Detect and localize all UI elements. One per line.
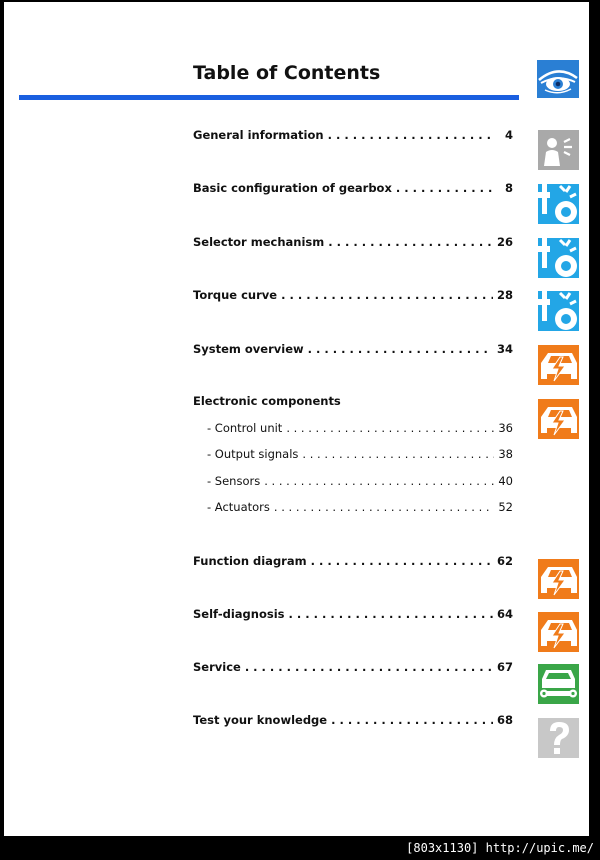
toc-entry-page: 67 [496, 660, 513, 674]
toc-entry-page: 52 [498, 500, 513, 514]
document-page [4, 2, 589, 836]
toc-entry-page: 28 [496, 288, 513, 302]
toc-entry-page: 38 [498, 447, 513, 461]
car-lightning-icon [538, 612, 579, 652]
leader-dots [286, 421, 494, 435]
toc-entry-label: Torque curve [193, 288, 278, 302]
leader-dots [328, 235, 493, 249]
toc-entry-function-diagram[interactable] [193, 554, 513, 568]
leader-dots [288, 607, 493, 621]
title-rule [19, 95, 519, 100]
footer-tag: [803x1130] http://upic.me/ [406, 841, 594, 855]
toc-entry-label: General information [193, 128, 324, 142]
leader-dots [311, 554, 493, 568]
leader-dots [274, 500, 494, 514]
toc-entry-label: Test your knowledge [193, 713, 328, 727]
leader-dots [245, 660, 493, 674]
toc-subentry-sensors[interactable] [207, 474, 513, 488]
gear-icon [538, 184, 579, 224]
toc-entry-label: Self-diagnosis [193, 607, 285, 621]
toc-entry-page: 26 [496, 235, 513, 249]
page-title: Table of Contents [193, 62, 381, 84]
toc-entry-label: - Control unit [207, 421, 283, 435]
toc-entry-label: Basic configuration of gearbox [193, 181, 392, 195]
leader-dots [308, 342, 493, 356]
leader-dots [302, 447, 494, 461]
toc-entry-page: 34 [496, 342, 513, 356]
toc-entry-label: Service [193, 660, 241, 674]
toc-subentry-output-signals[interactable] [207, 447, 513, 461]
toc-entry-label: Function diagram [193, 554, 307, 568]
toc-entry-self-diagnosis[interactable] [193, 607, 513, 621]
toc-entry-page: 40 [498, 474, 513, 488]
toc-entry-label: System overview [193, 342, 304, 356]
toc-entry-page: 62 [496, 554, 513, 568]
image-host-footer [0, 838, 600, 860]
toc-entry-page: 8 [504, 181, 513, 195]
car-wrench-icon [538, 664, 579, 704]
leader-dots [264, 474, 494, 488]
toc-entry-label: Selector mechanism [193, 235, 325, 249]
toc-heading-electronic-components[interactable]: Electronic components [193, 394, 341, 408]
car-lightning-icon [538, 345, 579, 385]
toc-entry-general-information[interactable] [193, 128, 513, 142]
leader-dots [281, 288, 493, 302]
person-info-icon [538, 130, 579, 170]
eye-icon [537, 60, 579, 98]
gear-icon [538, 291, 579, 331]
car-lightning-icon [538, 559, 579, 599]
toc-entry-basic-configuration[interactable] [193, 181, 513, 195]
toc-entry-page: 4 [504, 128, 513, 142]
toc-entry-service[interactable] [193, 660, 513, 674]
toc-entry-label: - Sensors [207, 474, 261, 488]
toc-entry-label: - Actuators [207, 500, 270, 514]
toc-entry-page: 64 [496, 607, 513, 621]
toc-entry-page: 36 [498, 421, 513, 435]
toc-entry-page: 68 [496, 713, 513, 727]
toc-entry-label: - Output signals [207, 447, 299, 461]
toc-entry-system-overview[interactable] [193, 342, 513, 356]
toc-entry-torque-curve[interactable] [193, 288, 513, 302]
car-lightning-icon [538, 399, 579, 439]
toc-entry-selector-mechanism[interactable] [193, 235, 513, 249]
toc-entry-test-your-knowledge[interactable] [193, 713, 513, 727]
leader-dots [396, 181, 495, 195]
toc-subentry-control-unit[interactable] [207, 421, 513, 435]
toc-subentry-actuators[interactable] [207, 500, 513, 514]
gear-icon [538, 238, 579, 278]
question-icon [538, 718, 579, 758]
leader-dots [328, 128, 495, 142]
leader-dots [331, 713, 493, 727]
